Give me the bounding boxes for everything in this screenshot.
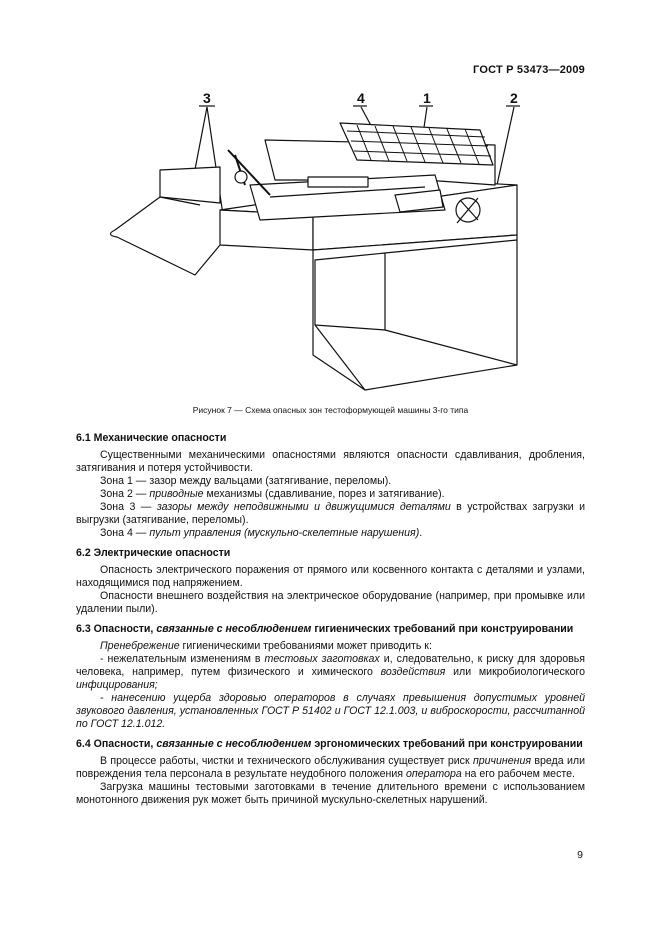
zone-1: Зона 1 — зазор между вальцами (затягивание, переломы). bbox=[100, 475, 392, 487]
section-6-4-title: 6.4 Опасности, связанные с несоблюдением эргономических требований при конструировании bbox=[76, 738, 583, 750]
paragraph: Загрузка машины тестовыми заготовками в течение длительного времени с использованием монотонного движения рук может быть причиной мускульно-скелетных нарушений. bbox=[76, 781, 585, 806]
bullet-item: - нанесению ущерба здоровью операторов в случаях превышения допустимых уровней звукового давления, установленных ГОСТ Р 51402 и ГОСТ 12.1.003, и виброскорости, рассчитанной по ГОСТ 12.1.012. bbox=[76, 692, 585, 730]
callout-2: 2 bbox=[510, 90, 518, 106]
figure-caption: Рисунок 7 — Схема опасных зон тестоформующей машины 3-го типа bbox=[192, 405, 469, 415]
zone-4: Зона 4 — пульт управления (мускульно-скелетные нарушения). bbox=[100, 527, 423, 539]
document-code: ГОСТ Р 53473—2009 bbox=[473, 64, 585, 76]
paragraph: Пренебрежение гигиеническими требованиями может приводить к: bbox=[100, 640, 432, 652]
zone-2: Зона 2 — приводные механизмы (сдавливание, порез и затягивание). bbox=[100, 488, 445, 500]
callout-4: 4 bbox=[357, 90, 365, 106]
paragraph: Опасность электрического поражения от прямого или косвенного контакта с деталями и узлами, находящимися под напряжением. bbox=[76, 564, 585, 589]
page-number: 9 bbox=[577, 849, 583, 861]
section-6-4 bbox=[76, 738, 585, 807]
callout-1: 1 bbox=[423, 90, 431, 106]
zone-3: Зона 3 — зазоры между неподвижными и движущимися деталями в устройствах загрузки и выгрузки (затягивание, переломы). bbox=[76, 501, 585, 526]
section-6-1-title: 6.1 Механические опасности bbox=[76, 432, 227, 444]
callout-3: 3 bbox=[203, 90, 211, 106]
section-6-1 bbox=[76, 432, 585, 540]
section-6-3-title: 6.3 Опасности, связанные с несоблюдением гигиенических требований при конструировании bbox=[76, 623, 574, 635]
machine-diagram bbox=[95, 85, 555, 405]
paragraph: В процессе работы, чистки и технического обслуживания существует риск причинения вреда или повреждения тела персонала в результате неудобного положения оператора на его рабочем месте. bbox=[76, 755, 585, 780]
paragraph: Опасности внешнего воздействия на электрическое оборудование (например, при промывке или удалении пыли). bbox=[76, 590, 585, 615]
paragraph: Существенными механическими опасностями являются опасности сдавливания, дробления, затягивания и потеря устойчивости. bbox=[76, 449, 585, 474]
bullet-item: - нежелательным изменениям в тестовых заготовках и, следовательно, к риску для здоровья человека, например, путем физического и химического воздействия или микробиологического инфицирования; bbox=[76, 653, 585, 691]
document-body bbox=[76, 432, 585, 814]
section-6-2 bbox=[76, 547, 585, 616]
section-6-2-title: 6.2 Электрические опасности bbox=[76, 547, 231, 559]
section-6-3 bbox=[76, 623, 585, 731]
